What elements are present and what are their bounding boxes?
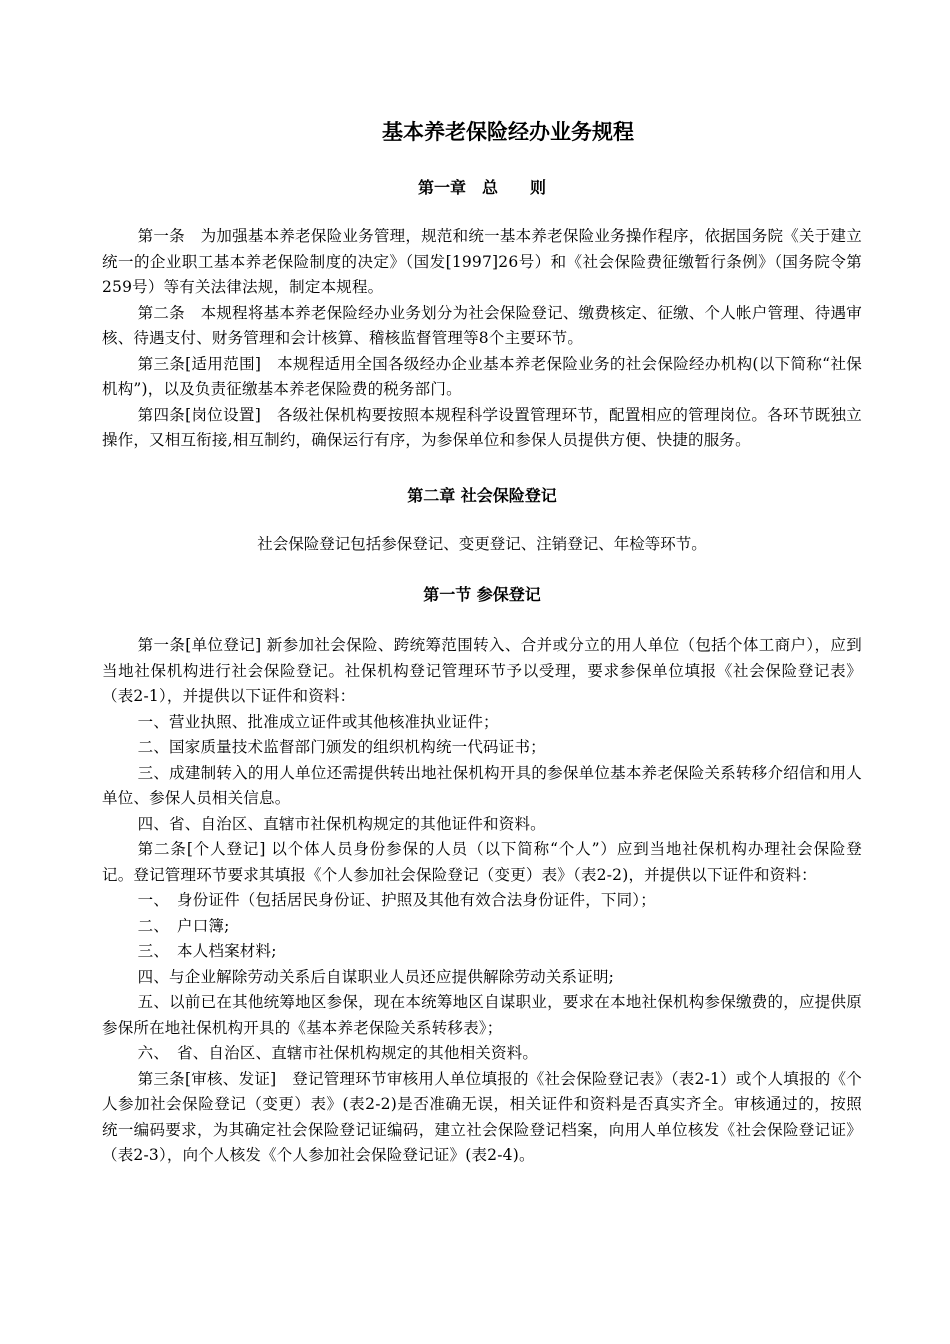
article-4: 第四条[岗位设置] 各级社保机构要按照本规程科学设置管理环节，配置相应的管理岗位。各环节既独立操作，又相互衔接,相互制约，确保运行有序，为参保单位和参保人员提供方便、快捷的服务。 (102, 405, 862, 449)
section-1-body (102, 633, 862, 1169)
article-2: 第二条 本规程将基本养老保险经办业务划分为社会保险登记、缴费核定、征缴、个人帐户管理、待遇审核、待遇支付、财务管理和会计核算、稽核监督管理等8个主要环节。 (102, 303, 862, 347)
list-item: 三、成建制转入的用人单位还需提供转出地社保机构开具的参保单位基本养老保险关系转移介绍信和用人单位、参保人员相关信息。 (102, 763, 862, 807)
section-article-2: 第二条[个人登记] 以个体人员身份参保的人员（以下简称“个人”）应到当地社保机构办理社会保险登记。登记管理环节要求其填报《个人参加社会保险登记（变更）表》（表2-2)，并提供以下证件和资料： (102, 840, 862, 884)
list-item: 二、 户口簿; (137, 916, 230, 935)
section-1-heading: 第一节 参保登记 (423, 585, 541, 604)
list-item: 四、与企业解除劳动关系后自谋职业人员还应提供解除劳动关系证明; (137, 967, 615, 986)
article-1: 第一条 为加强基本养老保险业务管理，规范和统一基本养老保险业务操作程序，依据国务院《关于建立统一的企业职工基本养老保险制度的决定》（国发[1997]26号）和《社会保险费征缴暂行条例》（国务院令第259号）等有关法律法规，制定本规程。 (102, 227, 862, 296)
chapter-1-heading: 第一章 总 则 (417, 178, 546, 197)
list-item: 五、以前已在其他统筹地区参保，现在本统筹地区自谋职业，要求在本地社保机构参保缴费的，应提供原参保所在地社保机构开具的《基本养老保险关系转移表》； (102, 993, 862, 1037)
list-item: 三、 本人档案材料; (137, 942, 277, 960)
chapter-2-heading: 第二章 社会保险登记 (407, 485, 557, 505)
document-page (102, 112, 862, 1169)
section-article-3: 第三条[审核、发证] 登记管理环节审核用人单位填报的《社会保险登记表》（表2-1）或个人填报的《个人参加社会保险登记（变更）表》(表2-2)是否准确无误，相关证件和资料是否真实齐全。审核通过的，按照统一编码要求，为其确定社会保险登记证编码，建立社会保险登记档案，向用人单位核发《社会保险登记证》（表2-3），向个人核发《个人参加社会保险登记证》(表2-4)。 (102, 1069, 862, 1164)
list-item: 四、省、自治区、直辖市社保机构规定的其他证件和资料。 (137, 814, 546, 833)
list-item: 二、国家质量技术监督部门颁发的组织机构统一代码证书； (137, 738, 546, 756)
chapter-2-intro: 社会保险登记包括参保登记、变更登记、注销登记、年检等环节。 (257, 534, 707, 553)
chapter-1-body (102, 224, 862, 454)
list-item: 六、 省、自治区、直辖市社保机构规定的其他相关资料。 (137, 1044, 539, 1062)
list-item: 一、营业执照、批准成立证件或其他核准执业证件； (137, 712, 499, 731)
section-article-1: 第一条[单位登记] 新参加社会保险、跨统筹范围转入、合并或分立的用人单位（包括个体工商户），应到当地社保机构进行社会保险登记。社保机构登记管理环节予以受理，要求参保单位填报《社会保险登记表》（表2-1），并提供以下证件和资料： (102, 636, 862, 705)
article-3: 第三条[适用范围] 本规程适用全国各级经办企业基本养老保险业务的社会保险经办机构(以下简称“社保机构”)，以及负责征缴基本养老保险费的税务部门。 (102, 354, 862, 398)
document-title: 基本养老保险经办业务规程 (382, 120, 634, 144)
list-item: 一、 身份证件（包括居民身份证、护照及其他有效合法身份证件，下同）； (137, 891, 656, 909)
